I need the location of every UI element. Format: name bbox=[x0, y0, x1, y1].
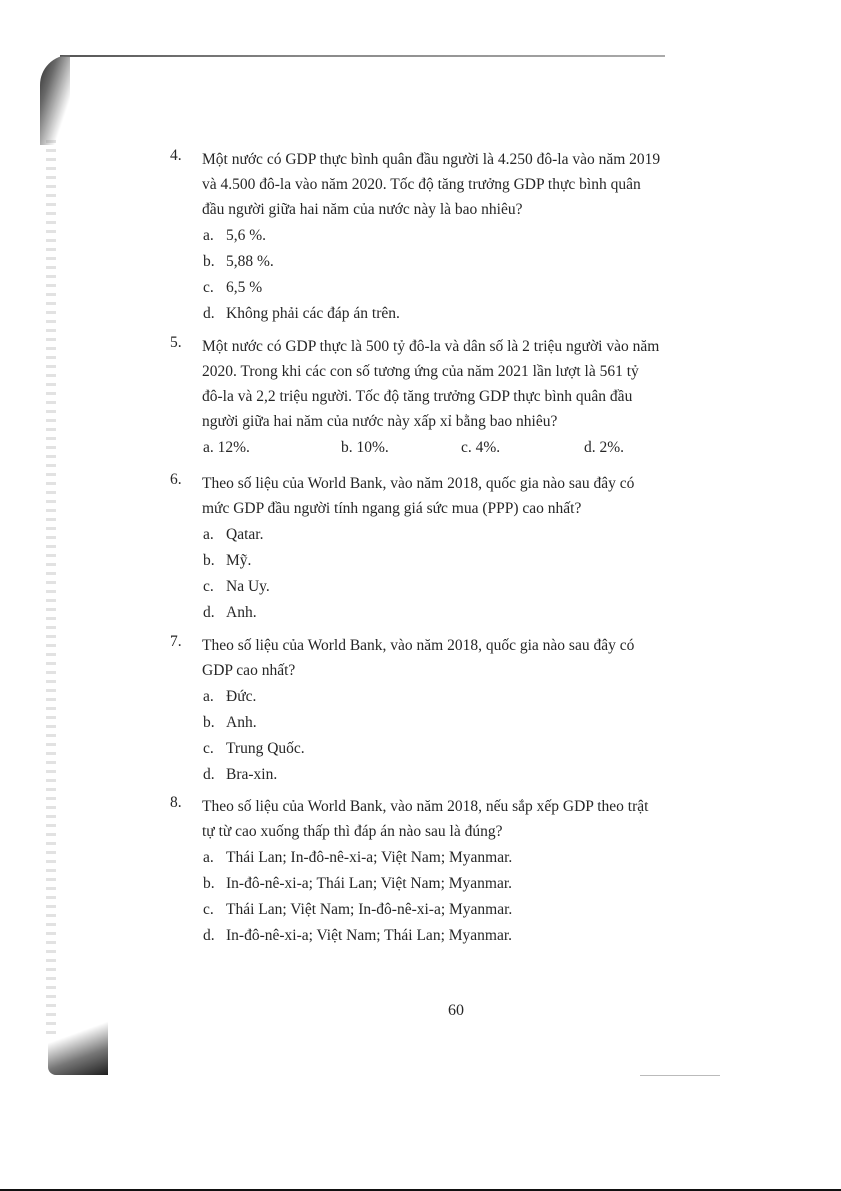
question-line: Theo số liệu của World Bank, vào năm 2018, quốc gia nào sau đây có bbox=[202, 637, 635, 654]
question-line: 2020. Trong khi các con số tương ứng của năm 2021 lần lượt là 561 tỷ bbox=[202, 363, 639, 380]
scan-top-border bbox=[60, 55, 665, 57]
option-text: 6,5 % bbox=[226, 279, 263, 296]
question-line: Một nước có GDP thực là 500 tỷ đô-la và dân số là 2 triệu người vào năm bbox=[202, 338, 660, 355]
option-text: In-đô-nê-xi-a; Việt Nam; Thái Lan; Myanmar. bbox=[226, 927, 513, 944]
option-letter: a. bbox=[203, 227, 214, 244]
option-d[interactable] bbox=[584, 435, 624, 461]
option-text: Đức. bbox=[226, 688, 257, 705]
question-line: đầu người giữa hai năm của nước này là bao nhiêu? bbox=[202, 201, 523, 218]
option-text: Thái Lan; Việt Nam; In-đô-nê-xi-a; Myanmar. bbox=[226, 901, 513, 918]
question-line: Theo số liệu của World Bank, vào năm 2018, nếu sắp xếp GDP theo trật bbox=[202, 798, 649, 815]
option-letter: a. bbox=[203, 526, 214, 543]
option-text: Không phải các đáp án trên. bbox=[226, 305, 400, 322]
option-letter: d. bbox=[203, 305, 215, 322]
scan-shadow-top-left bbox=[40, 55, 70, 145]
option-text: Trung Quốc. bbox=[226, 740, 305, 757]
question-number: 6. bbox=[170, 471, 182, 488]
option-letter: c. bbox=[203, 901, 214, 918]
question-line: Theo số liệu của World Bank, vào năm 2018, quốc gia nào sau đây có bbox=[202, 475, 635, 492]
option-letter: a. bbox=[203, 688, 214, 705]
question-text bbox=[202, 633, 745, 683]
option-text: 10%. bbox=[356, 439, 389, 456]
options-row bbox=[203, 435, 723, 461]
option-letter: b. bbox=[203, 875, 215, 892]
option-letter: c. bbox=[203, 279, 214, 296]
option-text: 5,6 %. bbox=[226, 227, 267, 244]
option-text: 5,88 %. bbox=[226, 253, 274, 270]
question-line: tự từ cao xuống thấp thì đáp án nào sau là đúng? bbox=[202, 823, 503, 840]
question-number: 7. bbox=[170, 633, 182, 650]
option-letter: d. bbox=[203, 927, 215, 944]
option-text: Na Uy. bbox=[226, 578, 270, 595]
option-b[interactable] bbox=[341, 435, 389, 461]
question-line: Một nước có GDP thực bình quân đầu người là 4.250 đô-la vào năm 2019 bbox=[202, 151, 661, 168]
option-text: Qatar. bbox=[226, 526, 264, 543]
option-letter: d. bbox=[203, 604, 215, 621]
option-text: 4%. bbox=[475, 439, 501, 456]
option-letter: d. bbox=[203, 766, 215, 783]
question-text bbox=[202, 334, 745, 434]
question-line: mức GDP đầu người tính ngang giá sức mua (PPP) cao nhất? bbox=[202, 500, 582, 517]
option-letter: a. bbox=[203, 439, 214, 456]
question-line: và 4.500 đô-la vào năm 2020. Tốc độ tăng trưởng GDP thực bình quân bbox=[202, 176, 641, 193]
question-text bbox=[202, 471, 745, 521]
option-text: Bra-xin. bbox=[226, 766, 278, 783]
question-text bbox=[202, 147, 745, 222]
option-letter: b. bbox=[203, 552, 215, 569]
option-text: Anh. bbox=[226, 714, 257, 731]
question-line: người giữa hai năm của nước này xấp xỉ bằng bao nhiêu? bbox=[202, 413, 558, 430]
option-letter: a. bbox=[203, 849, 214, 866]
question-number: 4. bbox=[170, 147, 182, 164]
option-letter: b. bbox=[203, 714, 215, 731]
question-number: 5. bbox=[170, 334, 182, 351]
option-letter: c. bbox=[203, 578, 214, 595]
option-text: Mỹ. bbox=[226, 552, 252, 569]
option-text: In-đô-nê-xi-a; Thái Lan; Việt Nam; Myanmar. bbox=[226, 875, 513, 892]
option-letter: b. bbox=[203, 253, 215, 270]
question-line: GDP cao nhất? bbox=[202, 662, 296, 679]
scan-shadow-left-edge bbox=[46, 140, 56, 1040]
option-text: Anh. bbox=[226, 604, 257, 621]
option-letter: c. bbox=[461, 439, 472, 456]
option-letter: d. bbox=[584, 439, 596, 456]
option-text: Thái Lan; In-đô-nê-xi-a; Việt Nam; Myanmar. bbox=[226, 849, 513, 866]
page-number: 60 bbox=[448, 1002, 464, 1019]
question-text bbox=[202, 794, 745, 844]
option-text: 12%. bbox=[217, 439, 250, 456]
option-text: 2%. bbox=[599, 439, 625, 456]
question-line: đô-la và 2,2 triệu người. Tốc độ tăng trưởng GDP thực bình quân đầu bbox=[202, 388, 633, 405]
option-a[interactable] bbox=[203, 435, 250, 461]
question-number: 8. bbox=[170, 794, 182, 811]
option-letter: b. bbox=[341, 439, 353, 456]
scan-shadow-bottom-left bbox=[48, 1020, 108, 1075]
option-letter: c. bbox=[203, 740, 214, 757]
option-c[interactable] bbox=[461, 435, 500, 461]
scan-bottom-mark bbox=[640, 1075, 720, 1076]
